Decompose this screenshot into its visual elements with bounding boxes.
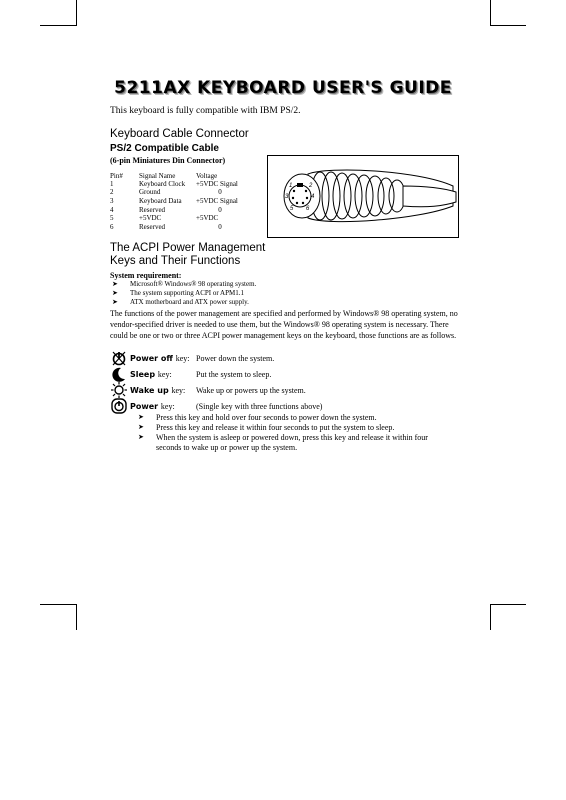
acpi-heading-line1: The ACPI Power Management [110,242,266,254]
page-title: 5211AX KEYBOARD USER'S GUIDE [114,78,452,98]
crop-mark [490,604,526,605]
key-suffix: key: [157,370,172,379]
key-description: Put the system to sleep. [196,370,272,379]
key-name: Power off [130,354,173,363]
column-header: Voltage [196,172,218,180]
power-icon [110,398,128,414]
crop-mark [490,0,491,26]
key-description: Power down the system. [196,354,275,363]
key-name: Power [130,402,159,411]
crop-mark [76,0,77,26]
table-cell: 0 [218,223,222,231]
table-cell: Keyboard Clock [139,180,186,188]
table-cell: Reserved [139,206,166,214]
key-description: (Single key with three functions above) [196,402,323,411]
key-description: Wake up or powers up the system. [196,386,306,395]
cable-subheading: PS/2 Compatible Cable [110,143,219,154]
key-suffix: key: [160,402,175,411]
requirement-item: The system supporting ACPI or APM1.1 [130,289,244,297]
bullet-arrow-icon: ➤ [112,280,118,288]
power-off-icon [110,350,128,366]
bullet-arrow-icon: ➤ [112,298,118,306]
connector-note: (6-pin Miniatures Din Connector) [110,156,226,165]
pin-label: 6 [306,206,310,212]
table-cell: 5 [110,214,114,222]
table-cell: 4 [110,206,114,214]
requirement-item: Microsoft® Windows® 98 operating system. [130,280,257,288]
acpi-heading-line2: Keys and Their Functions [110,255,241,267]
table-cell: 0 [218,206,222,214]
table-cell: 1 [110,180,114,188]
power-key-detail: Press this key and release it within four seconds to put the system to sleep. [156,423,395,432]
table-cell: +5VDC [139,214,162,222]
pin-label: 4 [311,194,315,200]
key-suffix: key: [175,354,190,363]
crop-mark [490,25,526,26]
table-cell: 3 [110,197,114,205]
crop-mark [40,25,76,26]
wake-up-sun-icon [110,382,128,398]
connector-figure [267,155,459,238]
column-header: Signal Name [139,172,176,180]
power-key-detail: Press this key and hold over four seconds to power down the system. [156,413,377,422]
bullet-arrow-icon: ➤ [112,289,118,297]
crop-mark [40,604,76,605]
pin-label: 3 [285,194,289,200]
bullet-arrow-icon: ➤ [138,423,144,431]
power-key-detail-continued: seconds to wake up or power up the system. [156,443,298,452]
table-cell: Reserved [139,223,166,231]
table-cell: Keyboard Data [139,197,182,205]
ps2-connector-illustration [268,156,458,237]
table-cell: 6 [110,223,114,231]
table-cell: +5VDC Signal [196,197,238,205]
requirement-item: ATX motherboard and ATX power supply. [130,298,249,306]
column-header: Pin# [110,172,123,180]
table-cell: 0 [218,188,222,196]
requirement-heading: System requirement: [110,271,182,280]
pin-label: 2 [309,183,313,189]
crop-mark [490,604,491,630]
key-name: Sleep [130,370,156,379]
power-key-detail: When the system is asleep or powered down, press this key and release it within four [156,433,428,442]
pin-label: 5 [290,206,294,212]
cable-section-heading: Keyboard Cable Connector [110,128,249,140]
bullet-arrow-icon: ➤ [138,413,144,421]
intro-text: This keyboard is fully compatible with IBM PS/2. [110,106,301,116]
table-cell: 2 [110,188,114,196]
pin-label: 1 [289,183,293,189]
table-cell: +5VDC Signal [196,180,238,188]
key-name: Wake up [130,386,169,395]
crop-mark [76,604,77,630]
key-suffix: key: [171,386,186,395]
table-cell: Ground [139,188,161,196]
bullet-arrow-icon: ➤ [138,433,144,441]
power-management-paragraph: The functions of the power management are specified and performed by Windows® 98 operating system, no vendor-specified driver is needed to use them, but the Windows® 98 operating system is necessary. There could be one or two or three ACPI power management keys on the keyboard, those functions are as follows. [110,309,458,340]
table-cell: +5VDC [196,214,219,222]
sleep-moon-icon [110,366,128,382]
